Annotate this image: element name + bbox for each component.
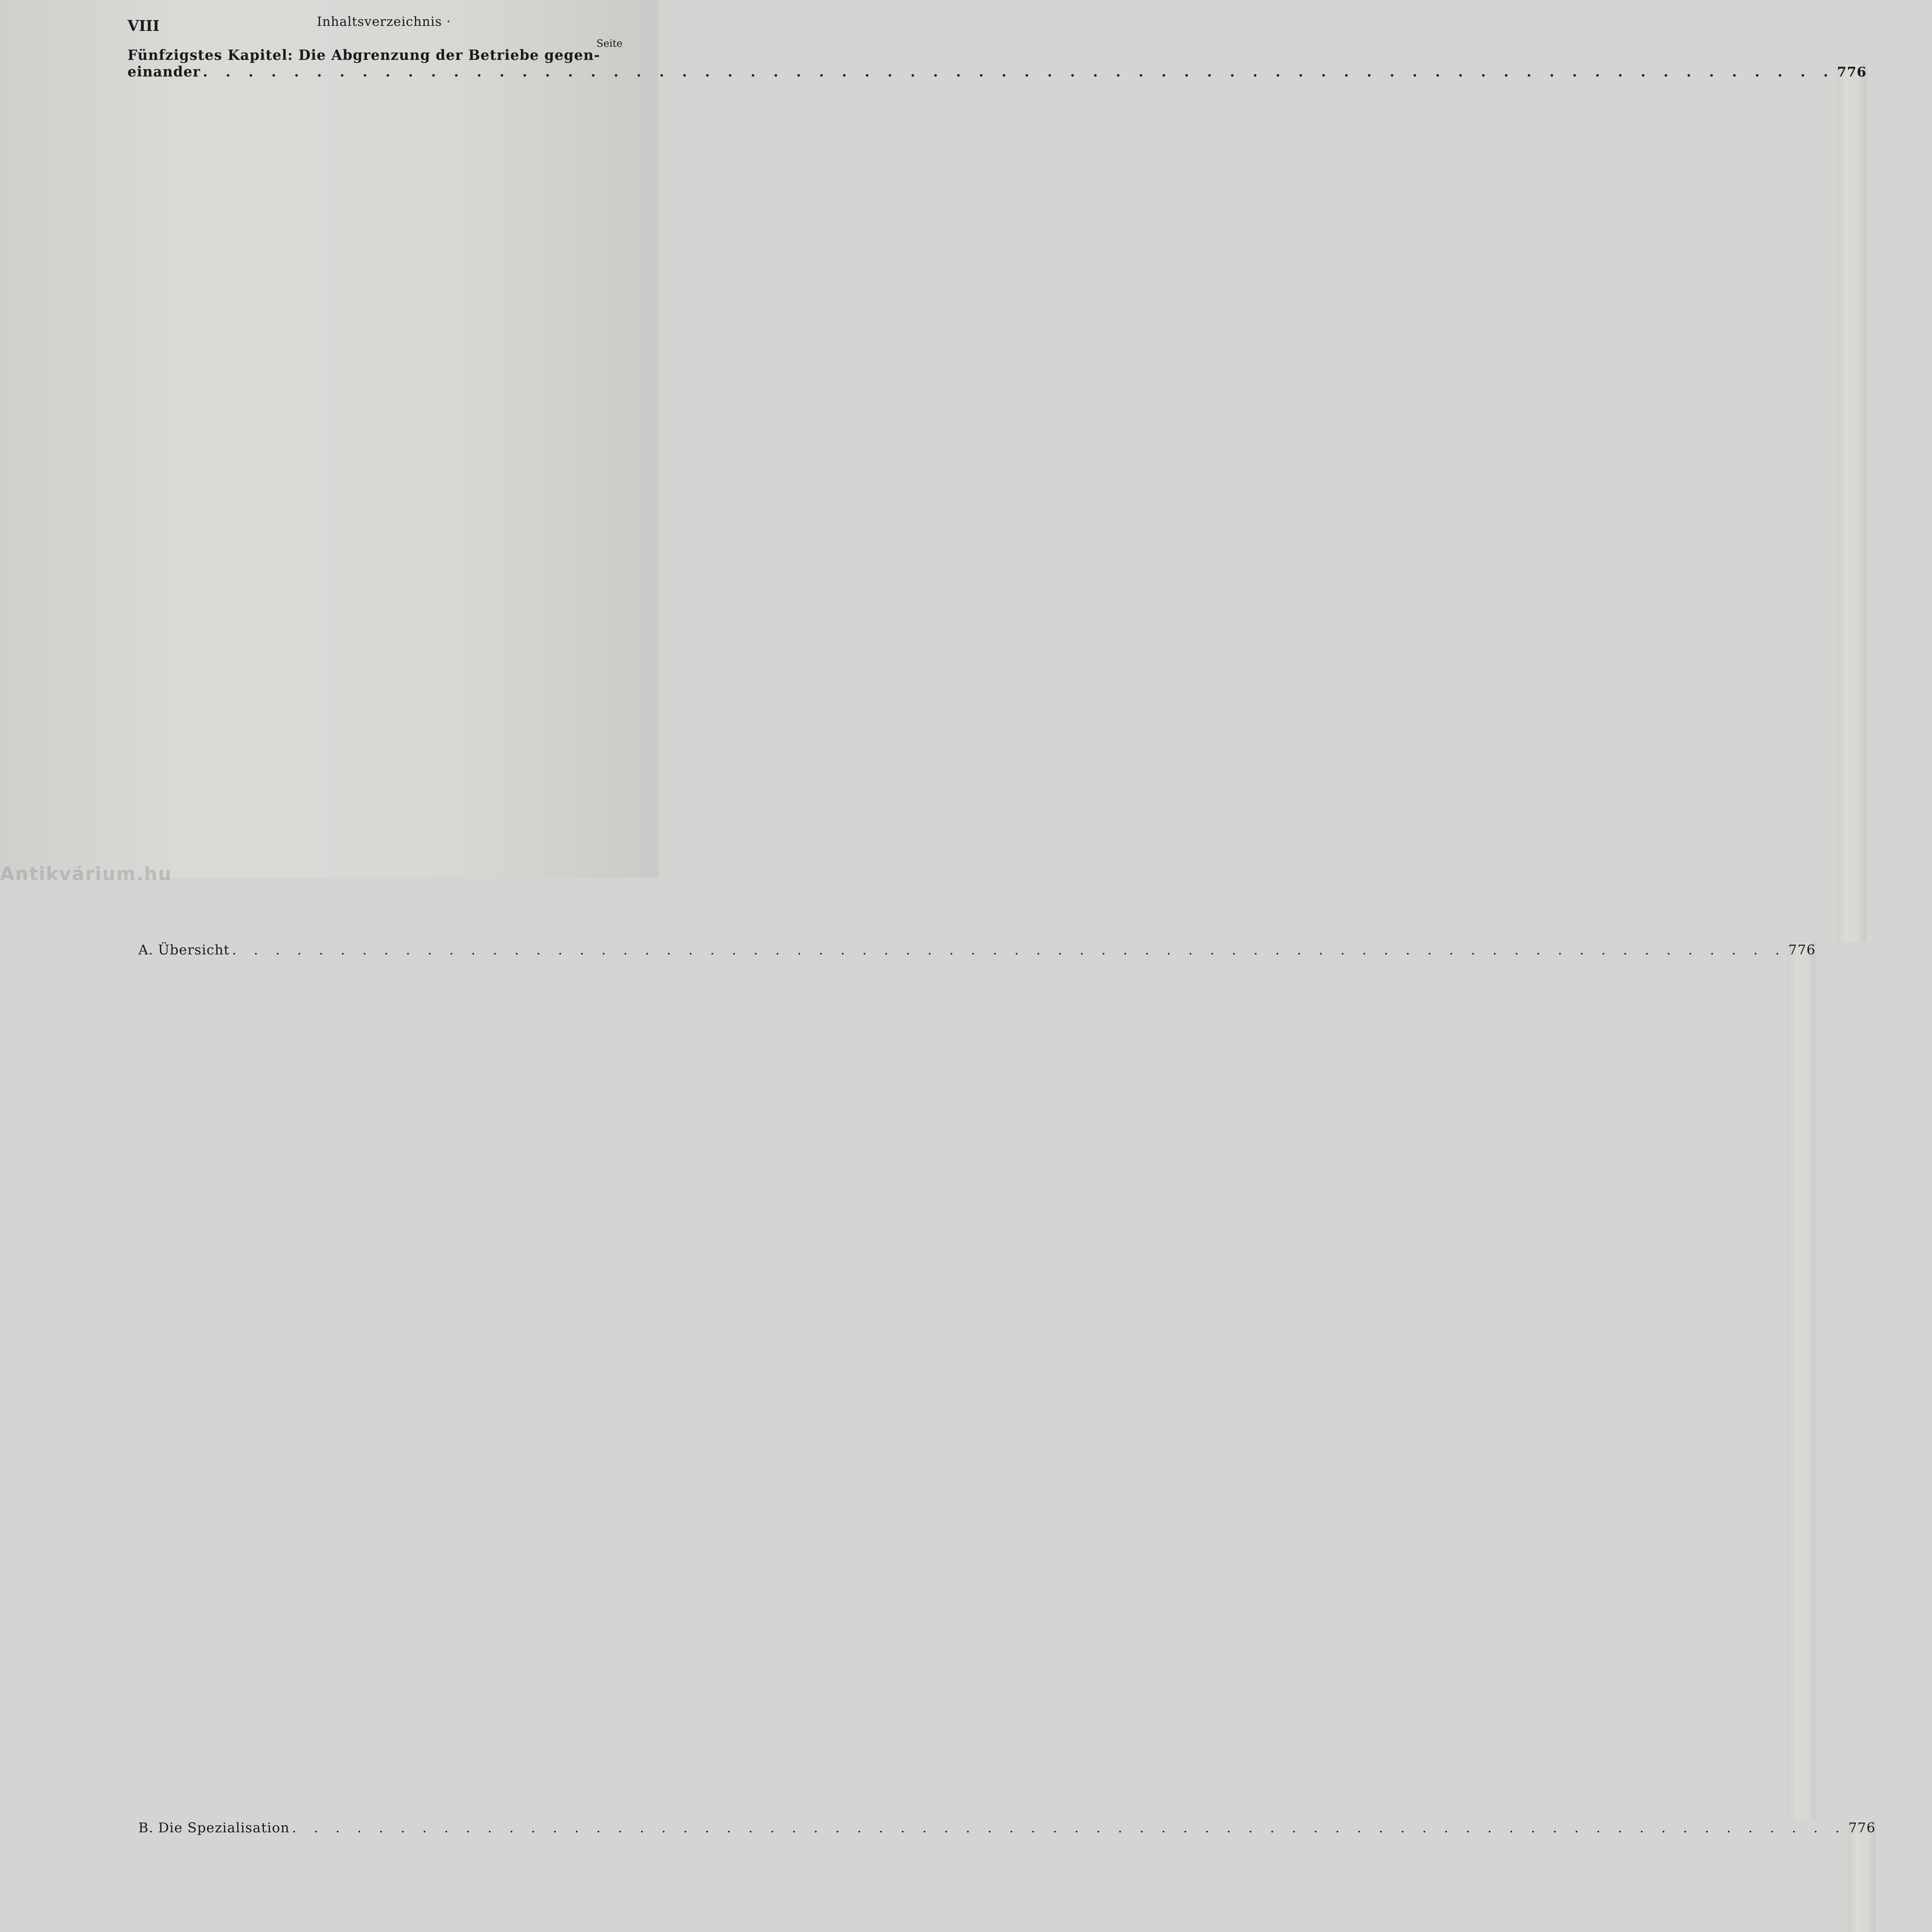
watermark: Antikvárium.hu: [0, 863, 172, 885]
chapter-title-line: [128, 64, 622, 942]
page-header: [128, 14, 620, 33]
chapter-title-line: [128, 47, 622, 64]
entry-title: Übersicht: [158, 942, 230, 959]
toc-entry: [128, 942, 622, 1820]
toc-entry: [128, 1820, 622, 1932]
toc-entry-row: [128, 1820, 622, 1932]
toc-entry-row: [128, 942, 622, 1820]
book-page: [0, 0, 658, 878]
dot-leader: [232, 942, 1786, 959]
table-of-contents: [128, 47, 622, 1932]
page-reference: 776: [1849, 1820, 1876, 1932]
page-number: VIII: [128, 17, 160, 34]
chapter-title: Fünfzigstes Kapitel: Die Abgrenzung der Betriebe gegen-: [128, 47, 600, 64]
running-head: Inhaltsverzeichnis ·: [317, 14, 451, 29]
chapter-title-cont: einander: [128, 64, 201, 80]
column-label-seite: Seite: [597, 38, 622, 49]
entry-number: A.: [138, 942, 153, 959]
page-reference: 776: [1788, 942, 1815, 1820]
dot-leader: [203, 64, 1835, 80]
chapter-heading: [128, 47, 622, 942]
entry-title: Die Spezialisation: [158, 1820, 289, 1837]
entry-number: B.: [138, 1820, 153, 1837]
dot-leader: [292, 1820, 1846, 1837]
page-reference: 776: [1837, 64, 1867, 942]
